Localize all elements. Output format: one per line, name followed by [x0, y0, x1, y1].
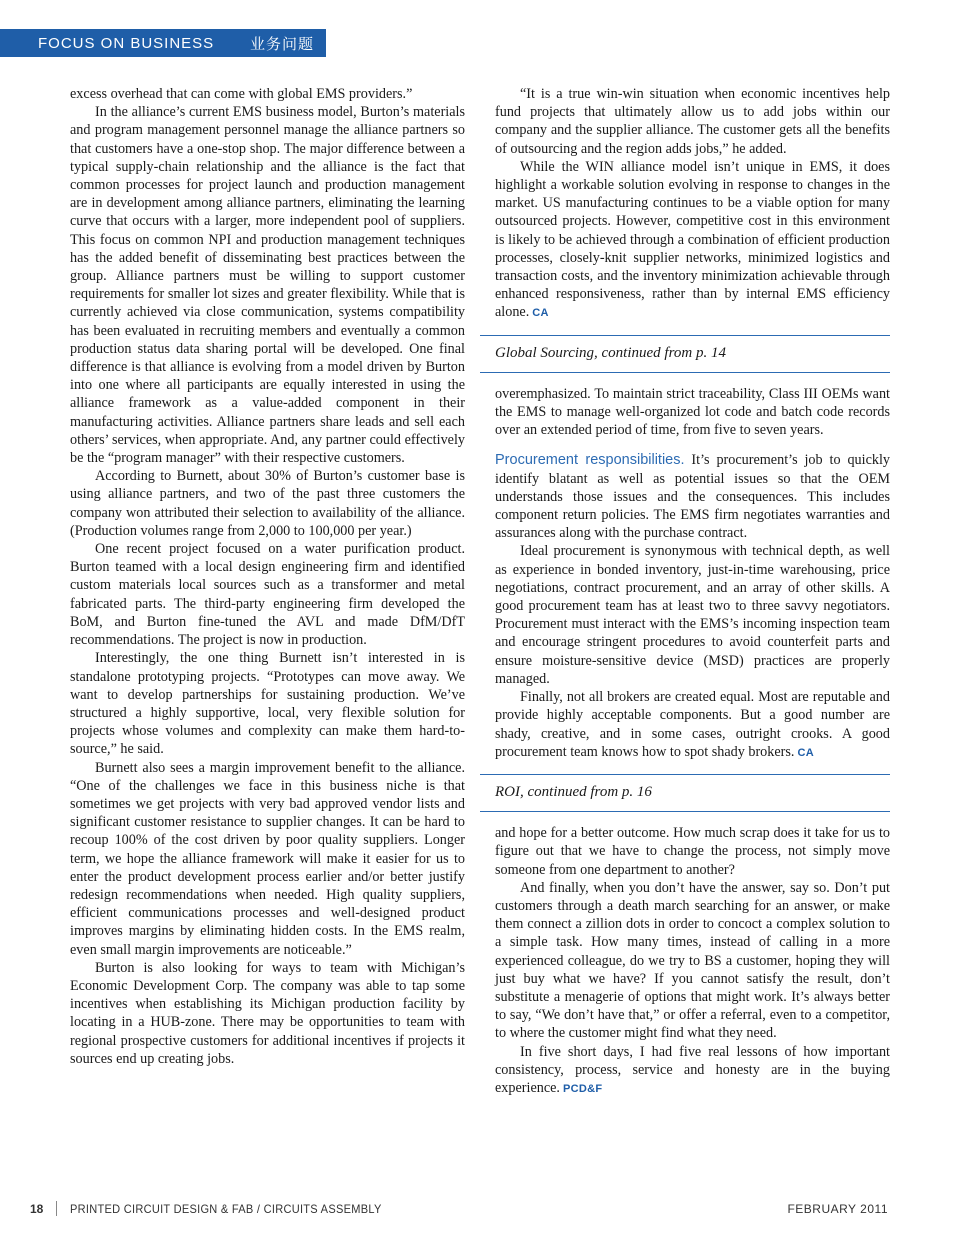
subhead: Procurement responsibilities. — [495, 452, 685, 469]
issue-date: FEBRUARY 2011 — [787, 1202, 888, 1216]
left-column — [70, 85, 465, 1068]
body-paragraph: One recent project focused on a water purification product. Burton teamed with a local design engineering firm and identified custom materials local sources such as a transformer and metal fabricated parts. The third-party engineering firm developed the BoM, and Burton fine-tuned the AVL and made DfM/DfT recommendations. The project is now in production. — [70, 541, 465, 649]
continued-box-global-sourcing — [480, 335, 890, 373]
continued-label: ROI, continued from p. 16 — [495, 783, 652, 800]
body-paragraph: Interestingly, the one thing Burnett isn’t interested in is standalone prototyping projects. “Prototypes can move away. We want to develop partnerships for sustaining production. We’ve structured a highly supportive, local, very flexible solution for projects whose volumes and complexity can make them hard-to-source,” he said. — [70, 650, 465, 758]
body-paragraph: overemphasized. To maintain strict traceability, Class III OEMs want the EMS to manage well-organized lot code and batch code records over an extended period of time, from five to seven years. — [495, 385, 890, 439]
body-paragraph: And finally, when you don’t have the answer, say so. Don’t put customers through a death march searching for an answer, or make them connect a zillion dots in order to concoct a complex solution to a simple task. How many times, instead of calling in a more experienced colleague, do we try to BS a customer, hoping they will just buy what we have? If you cannot satisfy the result, don’t substitute a menagerie of options that might work. It’s always better to say, “We don’t have that,” or offer a referral, even to a competitor, to where the customer might find what they need. — [495, 879, 890, 1042]
page-footer — [0, 1200, 960, 1220]
page-number: 18 — [30, 1202, 44, 1216]
continued-label: Global Sourcing, continued from p. 14 — [495, 344, 726, 361]
end-mark: PCD&F — [562, 1082, 603, 1095]
right-column — [495, 85, 890, 1098]
body-paragraph: and hope for a better outcome. How much scrap does it take for us to figure out that we have to change the process, not simply move someone from one department to another? — [495, 825, 890, 878]
end-mark: CA — [797, 746, 814, 759]
paragraph-text: It’s procurement’s job to quickly identify blatant as well as potential issues so that the OEM understands those issues and the consequences. This includes component return policies. The EMS firm negotiates warranties and assurances along with the purchase contract. — [495, 452, 890, 542]
body-paragraph: In the alliance’s current EMS business model, Burton’s materials and program management personnel manage the alliance partners so that customers have a one-stop shop. The major difference between a typical supply-chain relationship and the alliance is the fact that common processes for project launch and production management are in development among alliance partners, eliminating the learning curve that occurs with a larger, more independent pool of suppliers. This focus on common NPI and production management techniques has the added benefit of disseminating best practices between the group. Alliance partners must be willing to support customer requirements for smaller lot sizes and greater flexibility. While that is currently achieved via close communication, systems compatibility has been evaluated in recruiting members and eventually a common production status data sharing portal will be developed. One final difference is that alliance is evolving from a model driven by Burton into one where all participants are equally interested in using the alliance framework as a value-added component in their manufacturing activities. Alliance partners share leads and sell each others’ services, when appropriate. And, any partner could effectively be the “program manager” with their respective customers. — [70, 104, 465, 467]
end-mark: CA — [532, 307, 549, 320]
body-paragraph: Burton is also looking for ways to team with Michigan’s Economic Development Corp. The company was able to tap some incentives when establishing its Michigan production facility by locating in a HUB-zone. There may be opportunities to team with regional prospective customers for additional incentives if projects it sources end up creating jobs. — [70, 959, 465, 1067]
paragraph-text: In five short days, I had five real lessons of how important consistency, process, service and honesty are in the buying experience. — [495, 1043, 890, 1096]
section-title-chinese: 业务问题 — [250, 34, 315, 53]
body-paragraph: excess overhead that can come with global EMS providers.” — [70, 86, 413, 102]
publication-title: PRINTED CIRCUIT DESIGN & FAB / CIRCUITS ASSEMBLY — [70, 1202, 382, 1216]
paragraph-text: While the WIN alliance model isn’t unique in EMS, it does highlight a workable solution evolving in response to changes in the market. US manufacturing continues to be a viable option for many outsourced projects. However, competitive cost in this environment is likely to be achieved through a combination of efficient production processes, closely-knit supplier networks, minimized logistics and transaction costs, and the inventory minimization achievable through enhanced responsiveness, rather than by internal EMS efficiency alone. — [495, 158, 890, 321]
body-paragraph: “It is a true win-win situation when economic incentives help fund projects that ultimately allow us to add jobs within our company and the supplier alliance. The customer gets all the benefits of outsourcing and the region adds jobs,” he added. — [495, 86, 890, 157]
body-paragraph: Ideal procurement is synonymous with technical depth, as well as experience in bonded inventory, just-in-time warehousing, price negotiations, contract procurement, and an array of other skills. A good procurement team has at least two to three savvy negotiators. Procurement must interact with the EMS’s incoming inspection team and encourage stringent procedures to avoid counterfeit parts and ensure moisture-sensitive device (MSD) practices are properly managed. — [495, 543, 890, 687]
body-paragraph: Burnett also sees a margin improvement benefit to the alliance. “One of the challenges we face in this business niche is that sometimes we get projects with very bad approved vendor lists and significant customer resistance to supplier changes. It can be hard to recoup 100% of the cost driven by poor quality suppliers. Longer term, we hope the alliance framework will make it easier for us to enter the product development process earlier and/or better justify redesign recommendations when needed. High quality suppliers, efficient communications processes and well-designed product improves margins by eliminating hidden costs. In the EMS realm, even small margin improvements are noticeable.” — [70, 759, 465, 958]
body-paragraph — [495, 158, 890, 323]
body-paragraph — [495, 1043, 890, 1099]
footer-divider — [56, 1201, 57, 1216]
section-banner — [0, 29, 326, 57]
paragraph-text: Finally, not all brokers are created equal. Most are reputable and provide highly acceptable components. But a good number are shady, creative, and in some cases, outright crooks. A good procurement team knows how to spot shady brokers. — [495, 689, 890, 760]
body-paragraph — [495, 688, 890, 762]
body-paragraph: According to Burnett, about 30% of Burton’s customer base is using alliance partners, and two of the past three customers the company won attributed their selection to availability of the alliance. (Production volumes range from 2,000 to 100,000 per year.) — [70, 468, 465, 539]
body-paragraph — [495, 451, 890, 542]
section-title: FOCUS ON BUSINESS — [38, 34, 215, 52]
continued-box-roi — [480, 774, 890, 812]
